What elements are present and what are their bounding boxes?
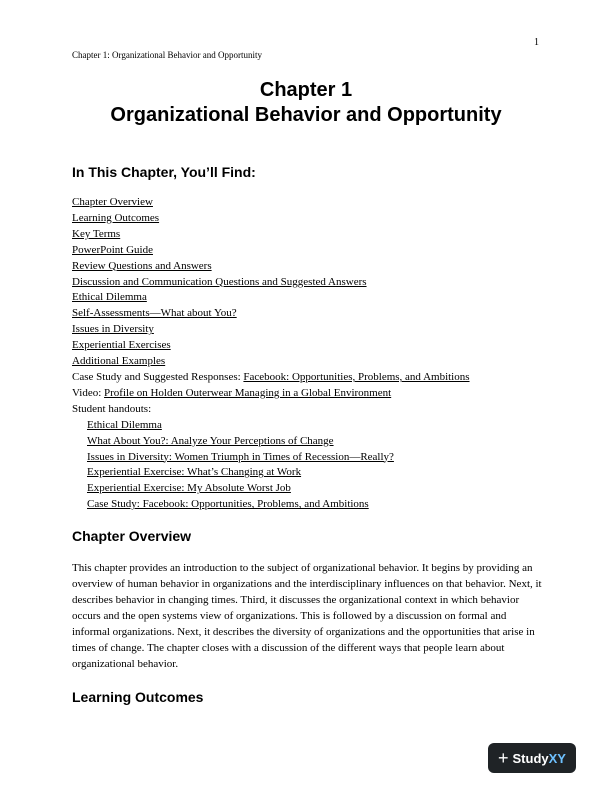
toc-link-chapter-overview[interactable]: Chapter Overview (72, 196, 153, 208)
handout-link-worst-job[interactable]: Experiential Exercise: My Absolute Worst Job (87, 482, 291, 495)
brand-study: Study (512, 750, 549, 766)
toc-link-experiential-exercises[interactable]: Experiential Exercises (72, 339, 171, 352)
learning-outcomes-heading: Learning Outcomes (72, 689, 204, 705)
running-header: Chapter 1: Organizational Behavior and Opportunity (72, 50, 263, 60)
toc-link-additional-examples[interactable]: Additional Examples (72, 355, 166, 368)
toc-link-key-terms[interactable]: Key Terms (72, 227, 121, 240)
handout-link-issues-in-diversity[interactable]: Issues in Diversity: Women Triumph in Times of Recession—Really? (87, 450, 394, 463)
chapter-title-line-2: Organizational Behavior and Opportunity (110, 104, 502, 126)
toc-video-prefix: Video: (72, 386, 105, 399)
toc-link-ethical-dilemma[interactable]: Ethical Dilemma (72, 291, 147, 304)
table-of-contents (72, 195, 470, 513)
toc-link-case-study[interactable]: Facebook: Opportunities, Problems, and Ambitions (243, 370, 470, 383)
page-number: 1 (534, 37, 539, 48)
plus-icon: + (498, 748, 509, 768)
chapter-title (0, 78, 612, 128)
handout-link-ethical-dilemma[interactable]: Ethical Dilemma (87, 418, 162, 431)
handout-link-whats-changing[interactable]: Experiential Exercise: What’s Changing at Work (87, 466, 302, 479)
chapter-overview-heading: Chapter Overview (72, 528, 192, 544)
toc-link-video[interactable]: Profile on Holden Outerwear Managing in a Global Environment (104, 386, 392, 399)
studyxy-badge[interactable] (488, 743, 576, 773)
toc-link-discussion-questions[interactable]: Discussion and Communication Questions and Suggested Answers (72, 275, 367, 288)
toc-link-powerpoint-guide[interactable]: PowerPoint Guide (72, 243, 153, 256)
toc-case-study-prefix: Case Study and Suggested Responses: (72, 370, 244, 383)
brand-xy: XY (548, 750, 566, 766)
toc-link-issues-in-diversity[interactable]: Issues in Diversity (72, 323, 154, 336)
toc-video-line (72, 386, 470, 402)
toc-link-review-questions[interactable]: Review Questions and Answers (72, 259, 212, 272)
chapter-overview-paragraph: This chapter provides an introduction to the subject of organizational behavior. It begins by providing an overview of human behavior in organizations and the interdisciplinary influences on that behavior. Next, it describes behavior in changing times. Third, it discusses the organizational context in which behavior occurs and the open systems view of organizations. This is followed by a discussion on formal and informal organizations. Next, it describes the diversity of organizations and the opportunities that arise in times of change. The chapter closes with a discussion of the different ways that people learn about organizational behavior. (72, 562, 542, 670)
toc-handouts-label: Student handouts: (72, 402, 152, 415)
toc-case-study-line (72, 370, 470, 386)
chapter-title-line-1: Chapter 1 (259, 79, 353, 101)
handout-link-case-study[interactable]: Case Study: Facebook: Opportunities, Problems, and Ambitions (87, 498, 369, 511)
handout-link-what-about-you[interactable]: What About You?: Analyze Your Perceptions of Change (87, 434, 334, 447)
toc-link-self-assessments[interactable]: Self-Assessments—What about You? (72, 307, 237, 320)
toc-heading: In This Chapter, You’ll Find: (72, 164, 256, 180)
toc-link-learning-outcomes[interactable]: Learning Outcomes (72, 211, 160, 224)
